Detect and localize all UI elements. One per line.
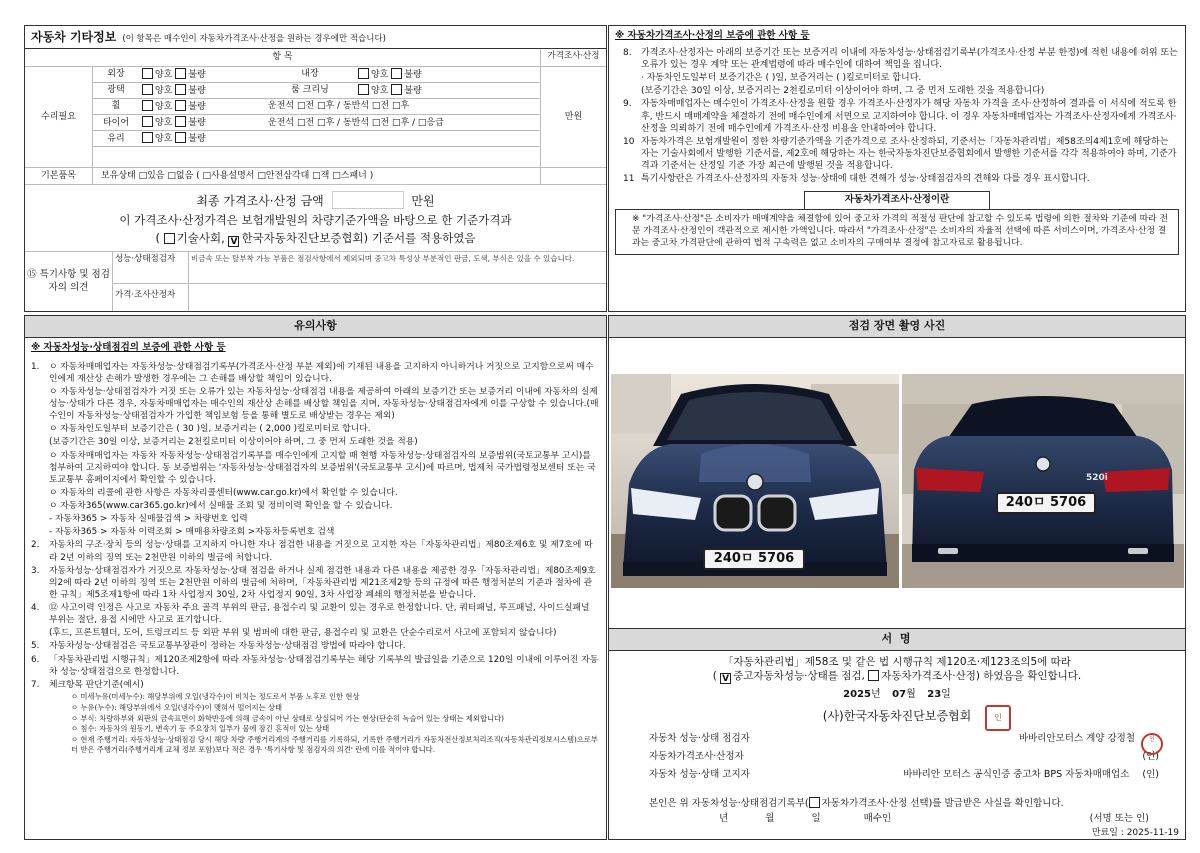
sign-name-notifier: 바바리안 모터스 공식인증 중고차 BPS 자동차매매업소 [903, 768, 1130, 780]
row-label: 휠 [93, 98, 139, 114]
final-price-input[interactable] [332, 191, 404, 209]
repair-label: 수리필요 [25, 67, 93, 167]
option-label: 불량 [404, 69, 422, 80]
buyer-month-label: 월 [765, 813, 775, 824]
item-text: (후드, 프론트휀더, 도어, 트렁크리드 등 외판 부위 및 범퍼에 대한 판금, 용접수리 및 교환은 단순수리로서 사고에 포함되지 않습니다) [49, 628, 557, 639]
checkbox[interactable] [175, 100, 186, 111]
item-number: 7. [31, 679, 40, 690]
check-criteria-list [31, 692, 600, 755]
other-info-note: (이 항목은 매수인이 자동차가격조사·산정을 원하는 경우에만 적습니다) [122, 34, 386, 44]
buyer-year-label: 년 [719, 813, 729, 824]
item-text: ㅇ 자동차인도일부터 보증기간은 ( 30 )일, 보증거리는 ( 2,000 )킬로미터로 합니다. [49, 424, 371, 435]
item-number [31, 487, 49, 499]
sign-mark-notifier: (인) [1142, 768, 1159, 780]
item-number: 6. [31, 654, 40, 665]
item-text: - 자동차365 > 자동차 실매물검색 > 차량번호 입력 [49, 514, 248, 525]
list-item [49, 487, 600, 499]
table-row [93, 98, 540, 114]
item-number [31, 436, 49, 448]
item-text: (보증기간은 30일 이상, 보증거리는 2천킬로미터 이상이어야 하며, 그 중 먼저 도래한 것을 적용) [49, 437, 418, 448]
checkbox[interactable] [142, 100, 153, 111]
checkbox[interactable] [358, 84, 369, 95]
sign-month: 07 [892, 689, 907, 701]
option-label: 불량 [188, 134, 206, 145]
receive-text-b: 자동차가격조사·산정 선택)를 발급받은 사실을 확인합니다. [821, 798, 1064, 809]
option-label: 양호 [155, 69, 173, 80]
col-price-header: 가격조사·산정 [540, 49, 606, 65]
row-label: 외장 [93, 67, 139, 83]
basic-row: 보유상태 □있음 □없음 ( □사용설명서 □안전삼각대 □잭 □스패너 ) [101, 170, 374, 181]
item-text: 특기사항란은 가격조사·산정자의 자동차 성능·상태에 대한 견해가 성능·상태점검자의 견해와 다를 경우 표시합니다. [641, 174, 1090, 185]
item-number [31, 513, 49, 525]
list-item [31, 654, 600, 678]
item-number [623, 72, 641, 84]
option-label: 불량 [188, 85, 206, 96]
checkbox[interactable] [175, 116, 186, 127]
item-text: 자동차의 구조·장치 등의 성능·상태를 고지하지 아니한 자나 점검한 내용을 거짓으로 고지한 자는「자동차관리법」제80조제6호 및 제7호에 따라 2년 이하의 징역 또는 2천만원 이하의 벌금에 처합니다. [49, 540, 593, 563]
price-guarantee-title: ※ 자동차가격조사·산정의 보증에 관한 사항 등 [615, 30, 810, 41]
sign-label-notifier: 자동차 성능·상태 고지자 [649, 768, 750, 780]
item-number [31, 423, 49, 435]
wheel-positions: 운전석 □전 □후 / 동반석 □전 □후 [265, 98, 540, 114]
checkbox[interactable] [391, 68, 402, 79]
option-label: 양호 [371, 85, 389, 96]
checkbox[interactable] [358, 68, 369, 79]
sign-mark-price: (인) [1142, 750, 1159, 762]
list-item [31, 602, 600, 626]
checkbox-receive-price[interactable] [809, 797, 820, 808]
price-man-won: 만원 [540, 67, 606, 167]
item-number [31, 500, 49, 512]
notes-list [31, 361, 600, 691]
row-label: 광택 [93, 82, 139, 98]
other-info-panel [24, 25, 607, 312]
item-number: 5. [31, 641, 40, 652]
list-item [49, 526, 600, 538]
price-inspector-label: 가격·조사산정자 [113, 284, 189, 312]
list-item [31, 539, 600, 563]
org-name: (사)한국자동차진단보증협회 [822, 708, 972, 723]
signature-section [609, 628, 1185, 839]
price-definition-text: ※ "가격조사·산정"은 소비자가 매매계약을 체결함에 있어 중고차 가격의 적절성 판단에 참고할 수 있도록 법령에 의한 절차와 기준에 따라 전문 가격조사·산정인이 객관적으로 제시한 가액입니다. 따라서 "가격조사·산정"은 소비자의 자율적 선택에 따른 서비스이며, 가격조사·산정 결과는 중고차 가격판단에 관하여 법적 구속력은 없고 소비자의 구매여부 결정에 참고자료로 활용됩니다. [615, 209, 1179, 255]
law-line-1: 「자동차관리법」제58조 및 같은 법 시행규칙 제120조·제123조의5에 따라 [723, 655, 1071, 668]
photo-sign-panel [608, 315, 1186, 840]
basis-option-1: 기술사회, [176, 231, 225, 246]
item-text: - 자동차365 > 자동차 이력조회 > 매매용차량조회 >자동차등록번호 검색 [49, 527, 335, 538]
list-item: ㅇ 현재 주행거리: 자동차성능·상태점검 당시 해당 차량 주행거리계의 주행거리를 기록하되, 기록한 주행거리가 자동차전산정보처리조직(자동차관리정보시스템)으로부터 받은 주행거리(주행거리계 교체 정보 포함)보다 적은 경우 '특기사항 및 점검자의 의견' 란에 이를 적어야 합니다. [71, 735, 598, 755]
org-seal: 인 [985, 705, 1011, 731]
list-item [623, 98, 1179, 134]
list-item [31, 679, 600, 691]
item-text: 자동차매매업자는 매수인이 가격조사·산정을 원할 경우 가격조사·산정자가 해당 자동차 가격을 조사·산정하여 결과를 이 서식에 적도록 한 후, 반드시 매매계약을 체결하기 전에 매수인에게 서면으로 고지하여야 합니다. 이 경우 자동차매매업자는 가격조사·산정자에게 가격조사·산정을 의뢰하기 전에 매수인에게 가격조사·산정 비용을 안내하여야 합니다. [641, 99, 1177, 134]
list-item [49, 500, 600, 512]
item-number: 10 [623, 136, 635, 147]
item-number: 2. [31, 540, 40, 551]
item-number: 4. [31, 603, 40, 614]
item-number [623, 85, 641, 97]
checkbox-kadwa[interactable]: V [228, 236, 239, 247]
front-license-plate: 240ㅁ 5706 [703, 548, 805, 570]
item-text: ㅇ 자동차365(www.car365.go.kr)에서 실매물 조회 및 정비이력 확인을 할 수 있습니다. [49, 501, 393, 512]
rear-photo [902, 374, 1184, 588]
option-label: 양호 [155, 118, 173, 129]
list-item: ㅇ 침수: 자동차의 원동기, 변속기 등 주요장치 일부가 물에 잠긴 흔적이 있는 상태 [71, 724, 330, 734]
checkbox[interactable] [175, 68, 186, 79]
list-item [49, 513, 600, 525]
item-text: 자동차성능·상태점검자가 거짓으로 자동차성능·상태 점검을 하거나 실제 점검한 내용과 다른 내용을 제공한 경우「자동차관리법」제80조제9호의2에 따라 2년 이하의 징역 또는 2천만원 이하의 벌금에 처하며,「자동차관리법 제21조제2항 등의 규정에 따른 행정처분의 기준과 절차에 관한 규칙」제5조제1항에 따라 1차 사업정지 30일, 2차 사업정지 90일, 3차 사업장 폐쇄의 행정처분을 받습니다. [49, 565, 596, 600]
checkbox[interactable] [175, 132, 186, 143]
checkbox-performance[interactable]: V [720, 673, 731, 684]
item-number [31, 627, 49, 639]
col-item-header: 항 목 [272, 52, 293, 63]
checkbox[interactable] [142, 68, 153, 79]
list-item [49, 436, 600, 448]
sign-year: 2025 [843, 689, 871, 701]
row-label: 룸 크리닝 [265, 82, 355, 98]
buyer-day-label: 일 [811, 813, 821, 824]
month-unit: 월 [906, 689, 916, 701]
item-text: 「자동차관리법 시행규칙」제120조제2항에 따라 자동차성능·상태점검기록부는 해당 기록부의 발급일을 기준으로 120일 이내에 이루어진 자동차 성능·상태점검으로 한정합니다. [49, 654, 599, 677]
item-text: ㅇ 자동차매매업자는 자동차 자동차성능·상태점검기록부를 매수인에게 고지할 때 현행 자동차성능·상태점검자의 보증범위(국토교통부 고시)를 첨부하여 고지하여야 합니다. 동 보증범위는 '자동차성능·상태점검자의 보증범위'(국토교통부 고시)에 따르며, 법제처 국가법령정보센터 또는 국토교통부 홈페이지에서 확인할 수 있습니다. [49, 450, 596, 485]
list-item: ㅇ 미세누유(미세누수): 해당부위에 오일(냉각수)이 비치는 정도로서 부품 노후로 인한 현상 [71, 691, 360, 701]
receive-text-a: 본인은 위 자동차성능·상태점검기록부( [649, 798, 809, 809]
notes-header: 유의사항 [25, 316, 606, 338]
row-label: 유리 [93, 131, 139, 147]
sign-label-price: 자동차가격조사·산정자 [649, 750, 744, 762]
option-label: 양호 [371, 69, 389, 80]
item-text: 체크항목 판단기준(예시) [49, 679, 144, 690]
checkbox[interactable] [142, 116, 153, 127]
list-item [623, 173, 1179, 185]
basis-option-2: 한국자동차진단보증협회) 기준서를 적용하였음 [241, 231, 476, 246]
option-label: 양호 [155, 85, 173, 96]
other-info-header [25, 26, 606, 49]
table-row [93, 67, 540, 83]
repair-table [93, 67, 540, 148]
front-photo [611, 374, 899, 588]
list-item [641, 72, 1179, 84]
list-item [641, 85, 1179, 97]
rear-license-plate: 240ㅁ 5706 [996, 492, 1096, 514]
rear-badge: 520i [1086, 473, 1108, 483]
final-price-label: 최종 가격조사·산정 금액 [196, 193, 324, 208]
item-text: 자동차가격은 보험개발원이 정한 차량기준가액을 기준가격으로 조사·산정하되, 기준서는「자동차관리법」제58조의4제1호에 해당하는 자는 기술사회에서 발행한 기준서를, 제2호에 해당하는 자는 한국자동차진단보증협회에서 발행한 기준서를 각각 적용하여야 하며, 기준가격과 기준서는 산정일 기준 가장 최근에 발행된 것을 적용합니다. [641, 136, 1177, 172]
day-unit: 일 [941, 689, 951, 701]
list-item [49, 627, 600, 639]
list-item [623, 136, 1179, 172]
law-option-1: 중고자동차성능·상태를 점검, [733, 670, 865, 683]
item-number: 8. [623, 47, 632, 58]
item-number [31, 386, 49, 422]
notes-subtitle: ※ 자동차성능·상태점검의 보증에 관한 사항 등 [31, 341, 226, 353]
price-guarantee-list [615, 47, 1179, 186]
tire-positions: 운전석 □전 □후 / 동반석 □전 □후 / □응급 [265, 115, 540, 131]
checkbox[interactable] [142, 84, 153, 95]
item-number: 11 [623, 174, 635, 185]
item-text: ⑫ 사고이력 인정은 사고로 자동차 주요 골격 부위의 판금, 용접수리 및 교환이 있는 경우로 한정합니다. 단, 쿼터패널, 루프패널, 사이드실패널 부위는 절단, 용접 시에만 사고로 표기합니다. [49, 603, 590, 626]
row-label: 타이어 [93, 115, 139, 131]
basic-label: 기본품목 [25, 168, 93, 184]
sign-name-inspector: 바바리안모터스 계양 강정철 [1018, 733, 1135, 744]
item-number: 1. [31, 361, 40, 372]
checkbox-tech-society[interactable] [164, 233, 175, 244]
other-info-title: 자동차 기타정보 [31, 30, 117, 44]
list-item [31, 640, 600, 652]
photo-header: 점검 장면 촬영 사진 [609, 316, 1185, 338]
checkbox-price[interactable] [868, 670, 879, 681]
option-label: 불량 [188, 69, 206, 80]
list-item [49, 386, 600, 422]
checkbox[interactable] [142, 132, 153, 143]
year-unit: 년 [871, 689, 881, 701]
sign-day: 23 [927, 689, 942, 701]
item-number [31, 526, 49, 538]
price-guarantee-panel [608, 25, 1186, 312]
item-text: ㅇ 자동차의 리콜에 관한 사항은 자동차리콜센터(www.car.go.kr)에서 확인할 수 있습니다. [49, 487, 398, 498]
checkbox[interactable] [175, 84, 186, 95]
final-price-unit: 만원 [411, 193, 435, 208]
list-item [31, 361, 600, 385]
item-text: (보증기간은 30일 이상, 보증거리는 2천킬로미터 이상이어야 하며, 그 중 먼저 도래한 것을 적용합니다) [641, 86, 1045, 97]
expiry-date: 만료일 : 2025-11-19 [1091, 828, 1179, 838]
list-item: ㅇ 부식: 차량하부와 외판의 금속표면이 화학반응에 의해 금속이 아닌 상태로 상실되어 가는 현상(단순히 녹슬어 있는 상태는 제외합니다) [71, 713, 504, 723]
item-number [31, 450, 49, 486]
list-item [49, 423, 600, 435]
checkbox[interactable] [391, 84, 402, 95]
item-text: ㅇ 자동차성능·상태점검자가 거짓 또는 오류가 있는 자동차성능·상태점검 내용을 제공하여 아래의 보증기간 또는 보증거리 이내에 자동차의 실제 성능·상태가 다른 경우, 자동차매매업자는 매수인의 재산상 손해를 배상할 책임을 지며, 자동차성능·상태점검자에게 이를 구상할 수 있습니다.(매수인이 자동차성능·상태점검자가 가입한 책임보험 등을 통해 별도로 배상받는 경우는 제외) [49, 386, 599, 422]
option-label: 불량 [188, 101, 206, 112]
list-item [31, 565, 600, 601]
item-text: · 자동차인도일부터 보증기간은 ( )일, 보증거리는 ( )킬로미터로 합니다. [641, 73, 922, 84]
price-definition-title: 자동차가격조사·산정이란 [804, 191, 990, 210]
option-label: 양호 [155, 101, 173, 112]
option-label: 불량 [404, 85, 422, 96]
perf-inspector-label: 성능·상태점검자 [113, 252, 189, 283]
option-label: 불량 [188, 118, 206, 129]
item-number: 3. [31, 565, 40, 576]
law-option-2: 자동차가격조사·산정) 하였음을 확인합니다. [881, 670, 1082, 683]
item-text: 가격조사·산정자는 아래의 보증기간 또는 보증거리 이내에 자동차성능·상태점검기록부(가격조사·산정 부분 한정)에 적힌 내용에 허위 또는 오류가 있는 경우 계약 또는 관계법령에 따라 매수인에 대하여 책임을 집니다. [641, 47, 1178, 70]
notes-panel [24, 315, 607, 840]
sign-label-inspector: 자동차 성능·상태 점검자 [649, 733, 750, 744]
inspector-seal: 인 [1141, 733, 1163, 755]
buyer-label: 매수인 [863, 813, 892, 824]
table-row [93, 131, 540, 147]
item-text: 자동차성능·상태점검은 국토교통부장관이 정하는 자동차성능·상태점검 방법에 따라야 합니다. [49, 641, 406, 652]
signature-header: 서 명 [609, 629, 1185, 651]
perf-inspector-opinion: 비금속 또는 탈부착 가능 부품은 점검사항에서 제외되며 중고차 특성상 부분적인 판금, 도색, 부식은 있을 수 있습니다. [191, 254, 575, 264]
law-paren: ( [712, 670, 721, 683]
basis-line-1: 이 가격조사·산정가격은 보험개발원의 차량기준가액을 바탕으로 한 기준가격과 [119, 212, 512, 227]
list-item: ㅇ 누유(누수): 해당부위에서 오일(냉각수)이 맺혀서 떨어지는 상태 [71, 702, 283, 712]
table-row [93, 82, 540, 98]
item-number: 9. [623, 99, 632, 110]
option-label: 양호 [155, 134, 173, 145]
basis-paren: ( [155, 231, 161, 246]
item-text: ㅇ 자동차매매업자는 자동차성능·상태점검기록부(가격조사·산정 부분 제외)에 기재된 내용을 고지하지 아니하거나 거짓으로 고지함으로써 매수인에게 재산상 손해가 발생한 경우에는 그 손해를 배상할 책임이 있습니다. [49, 361, 594, 384]
buyer-sign-field[interactable]: (서명 또는 인) [1089, 813, 1149, 824]
table-row [93, 115, 540, 131]
list-item [49, 450, 600, 486]
list-item [623, 47, 1179, 71]
special-notes-label: ⑮ 특기사항 및 점검자의 의견 [25, 252, 113, 311]
row-label: 내장 [265, 67, 355, 83]
